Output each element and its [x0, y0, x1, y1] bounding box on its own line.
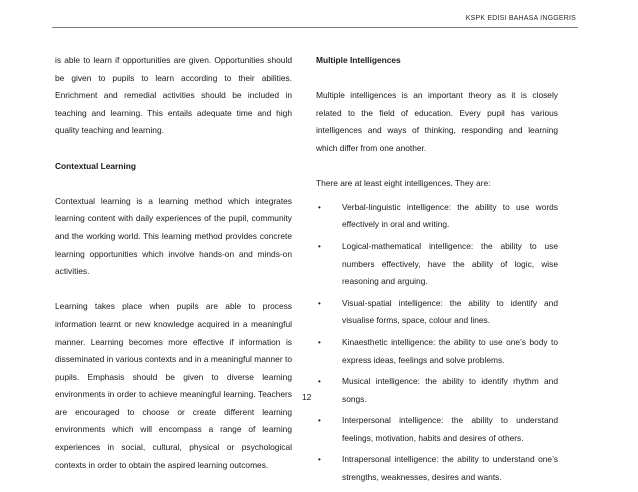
bullet-icon: •: [318, 202, 321, 212]
list-item-text: Musical intelligence: the ability to identify rhythm and songs.: [342, 376, 558, 404]
bullet-icon: •: [318, 298, 321, 308]
right-paragraph-2: There are at least eight intelligences. They are:: [316, 178, 491, 189]
left-column: [55, 52, 292, 492]
page-number: 12: [302, 392, 312, 402]
bullet-icon: •: [318, 416, 321, 426]
list-item-text: Kinaesthetic intelligence: the ability to use one’s body to express ideas, feelings and solve problems.: [342, 336, 558, 365]
right-column: [316, 52, 558, 491]
list-item: [316, 334, 558, 369]
left-paragraph-3: Learning takes place when pupils are able to process information learnt or new knowledge acquired in a meaningful manner. Learning becomes more effective if information is disseminated in various contexts and in a meaningful manner to pupils. Emphasis should be given to diverse learning environments in order to achieve meaningful learning. Teachers are encouraged to choose or create different learning environments which will encompass a range of learning experiences in social, cultural, physical or psychological contexts in order to obtain the aspired learning outcomes.: [55, 301, 292, 470]
list-item: [316, 412, 558, 447]
list-item-text: Visual-spatial intelligence: the ability to identify and visualise forms, space, colour and lines.: [342, 297, 558, 326]
list-item: [316, 451, 558, 486]
contextual-learning-heading: Contextual Learning: [55, 160, 136, 171]
list-item-text: Interpersonal intelligence: the ability to understand feelings, motivation, habits and desires of others.: [342, 415, 558, 443]
bullet-icon: •: [318, 337, 321, 347]
left-paragraph-2: Contextual learning is a learning method which integrates learning content with daily experiences of the pupil, community and the working world. This learning method provides concrete learning opportunities which involve hands-on and minds-on activities.: [55, 195, 292, 277]
list-item-text: Logical-mathematical intelligence: the ability to use numbers effectively, have the ability of logic, wise reasoning and arguing.: [342, 240, 558, 287]
bullet-icon: •: [318, 241, 321, 251]
list-item: [316, 199, 558, 234]
list-item: [316, 238, 558, 291]
list-item: [316, 295, 558, 330]
intelligences-list: [316, 199, 558, 487]
list-item-text: Intrapersonal intelligence: the ability to understand one’s strengths, weaknesses, desires and wants.: [342, 454, 558, 483]
right-paragraph-1: Multiple intelligences is an important theory as it is closely related to the field of education. Every pupil has various intelligences and ways of thinking, responding and learning which differ from one another.: [316, 90, 558, 153]
bullet-icon: •: [318, 455, 321, 465]
running-header: KSPK EDISI BAHASA INGGERIS: [465, 15, 576, 22]
list-item-text: Verbal-linguistic intelligence: the ability to use words effectively in oral and writing.: [342, 201, 558, 230]
left-paragraph-1: is able to learn if opportunities are given. Opportunities should be given to pupils to learn according to their abilities. Enrichment and remedial activities should be included in teaching and learning. This entails adequate time and high quality teaching and learning.: [55, 55, 292, 136]
header-divider: [52, 27, 578, 28]
list-item: [316, 373, 558, 408]
bullet-icon: •: [318, 377, 321, 387]
multiple-intelligences-heading: Multiple Intelligences: [316, 55, 401, 65]
